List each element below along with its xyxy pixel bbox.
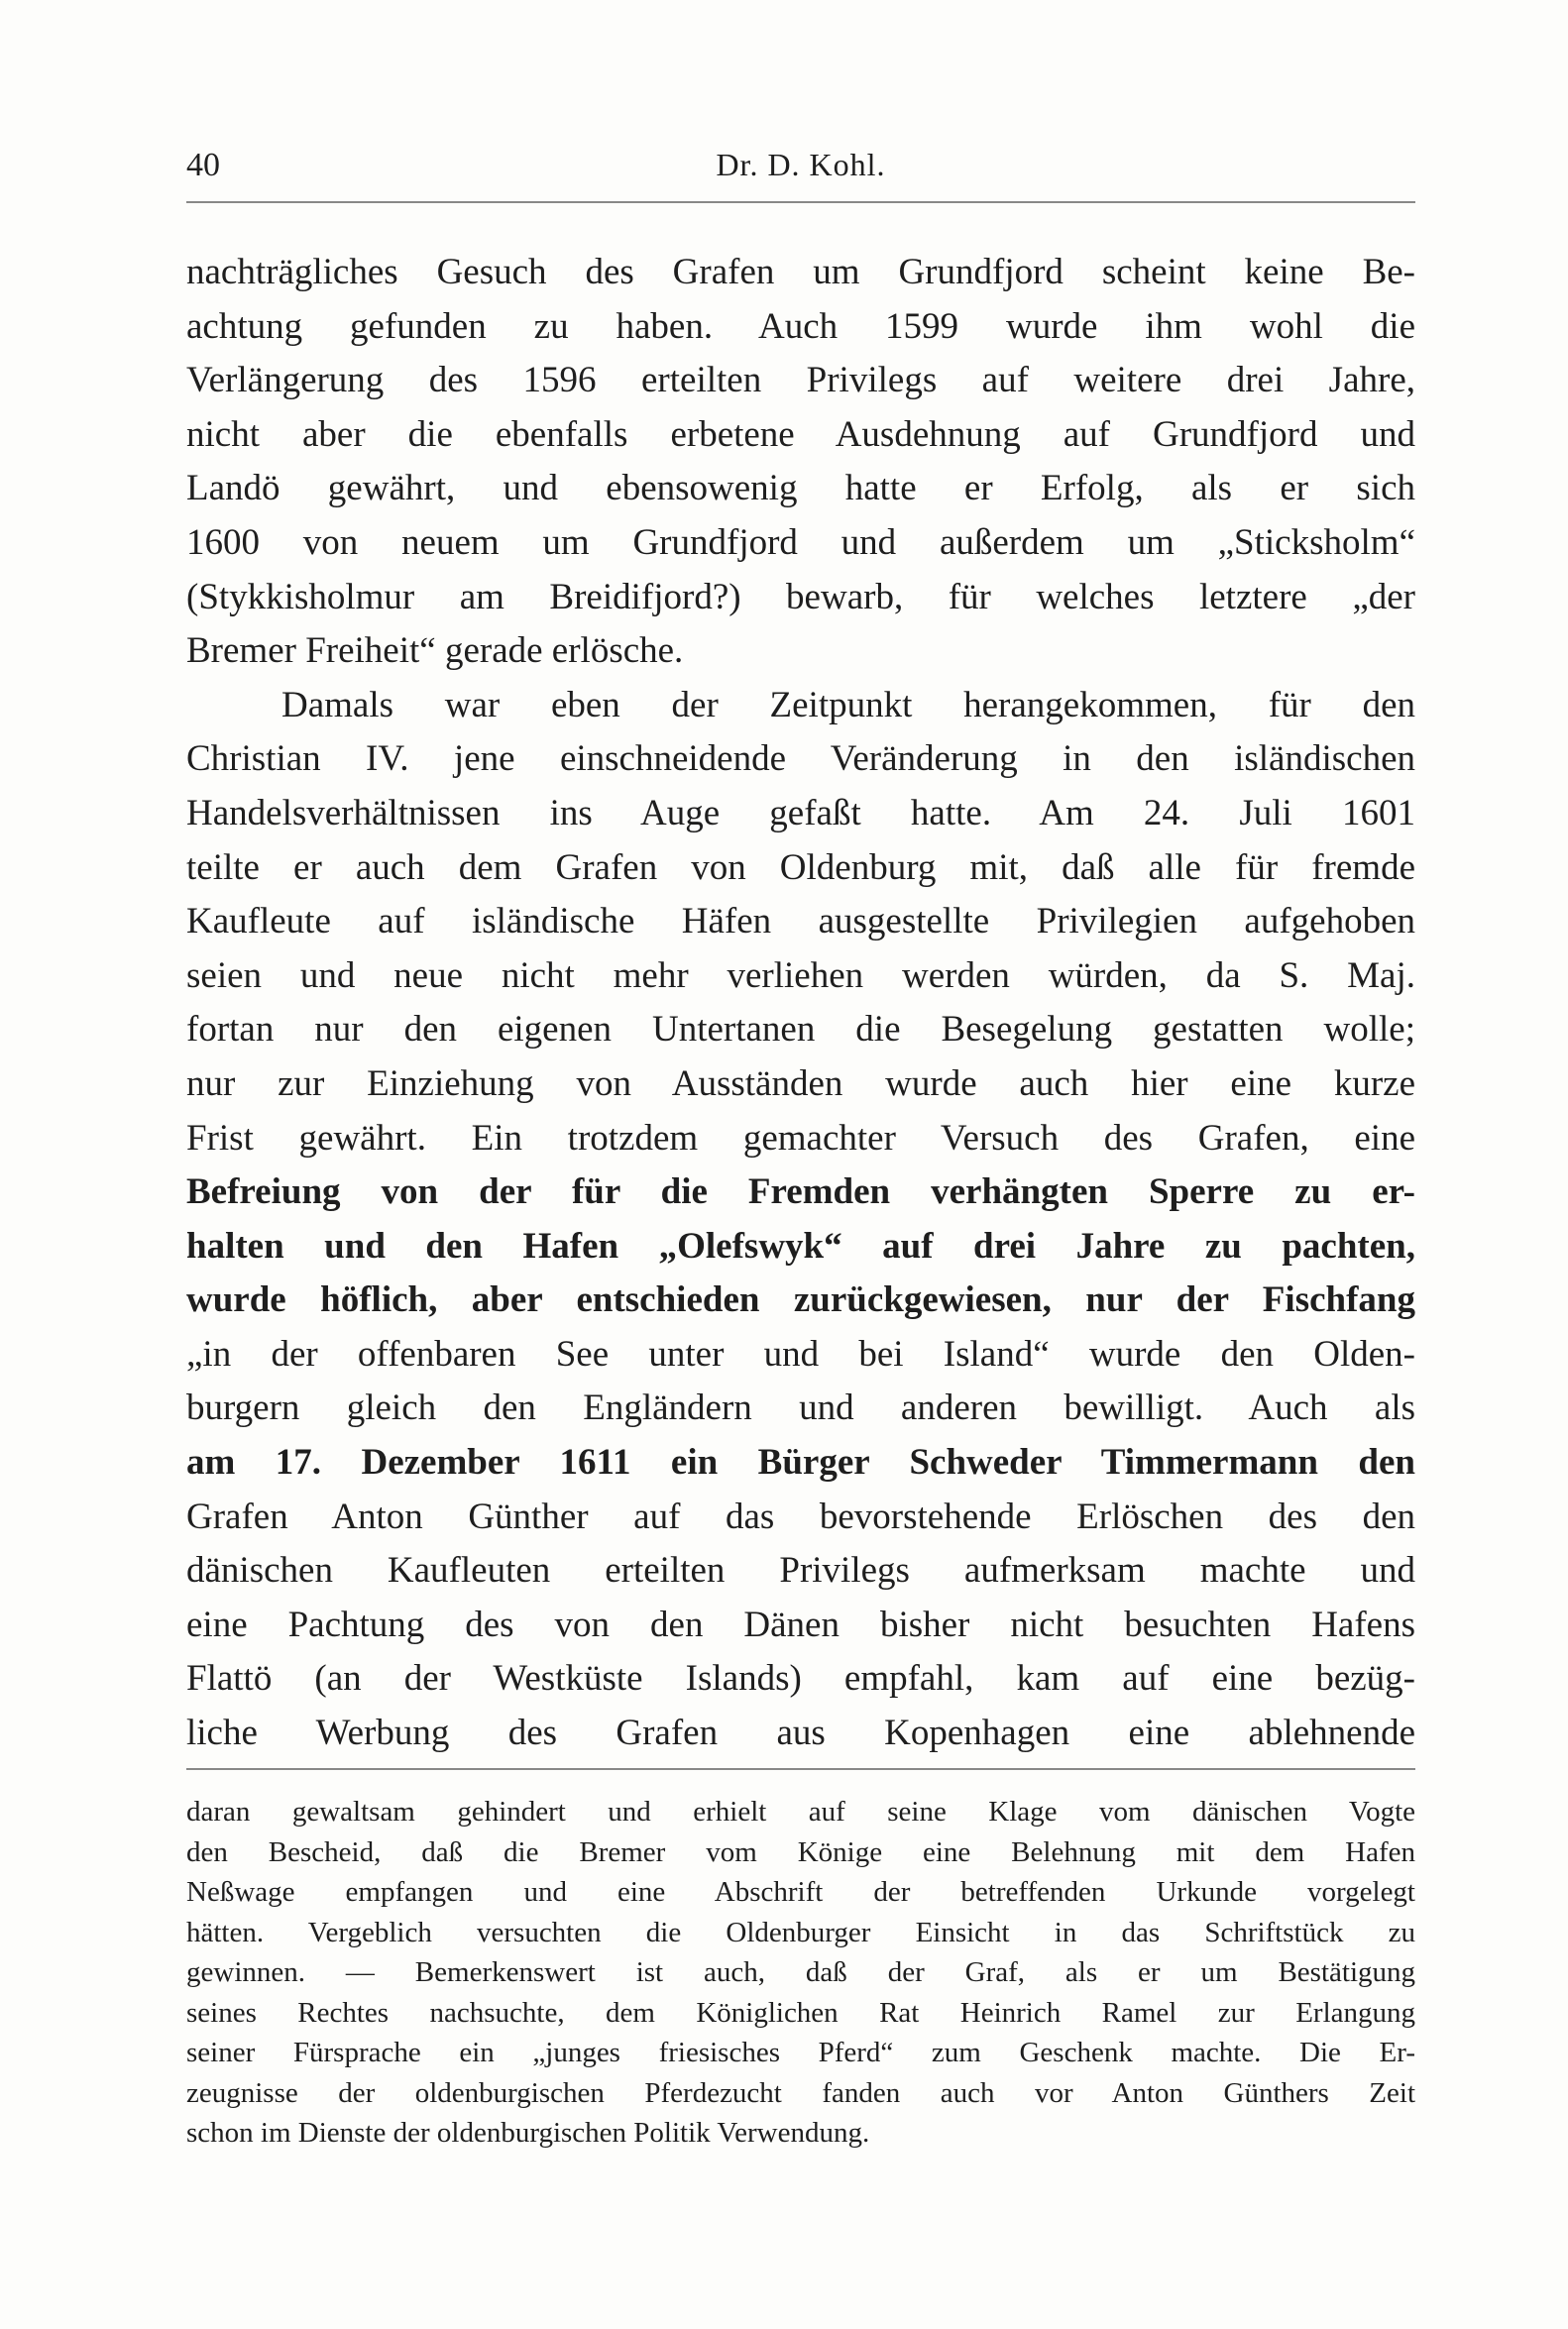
running-head: Dr. D. Kohl. xyxy=(716,147,886,182)
body-line: Kaufleute auf isländische Häfen ausgestellte Privilegien aufgehoben xyxy=(186,901,1415,943)
footnote-line: den Bescheid, daß die Bremer vom Könige eine Belehnung mit dem Hafen xyxy=(186,1835,1415,1868)
body-text xyxy=(186,246,1415,1761)
body-line: nachträgliches Gesuch des Grafen um Grundfjord scheint keine Be- xyxy=(186,252,1415,292)
page-number: 40 xyxy=(186,147,220,183)
footnote-line: schon im Dienste der oldenburgischen Politik Verwendung. xyxy=(186,2117,870,2149)
body-line: wurde höflich, aber entschieden zurückgewiesen, nur der Fischfang xyxy=(186,1279,1415,1321)
page-header xyxy=(186,147,1415,196)
body-line: Handelsverhältnissen ins Auge gefaßt hatte. Am 24. Juli 1601 xyxy=(186,792,1415,833)
body-line: burgern gleich den Engländern und anderen bewilligt. Auch als xyxy=(186,1387,1415,1429)
footnote-line: Neßwage empfangen und eine Abschrift der betreffenden Urkunde vorgelegt xyxy=(186,1876,1415,1908)
body-line: fortan nur den eigenen Untertanen die Besegelung gestatten wolle; xyxy=(186,1009,1415,1051)
footnote-line: seines Rechtes nachsuchte, dem Königlichen Rat Heinrich Ramel zur Erlangung xyxy=(186,1996,1415,2029)
footnote-rule xyxy=(186,1768,1415,1770)
body-line: achtung gefunden zu haben. Auch 1599 wurde ihm wohl die xyxy=(186,305,1415,347)
body-line: „in der offenbaren See unter und bei Island“ wurde den Olden- xyxy=(186,1333,1415,1375)
body-line: nur zur Einziehung von Ausständen wurde auch hier eine kurze xyxy=(186,1062,1415,1104)
body-line: Bremer Freiheit“ gerade erlösche. xyxy=(186,630,684,672)
body-line: liche Werbung des Grafen aus Kopenhagen eine ablehnende xyxy=(186,1713,1415,1754)
footnote-line: daran gewaltsam gehindert und erhielt auf seine Klage vom dänischen Vogte xyxy=(186,1796,1415,1828)
body-line: teilte er auch dem Grafen von Oldenburg mit, daß alle für fremde xyxy=(186,846,1415,888)
body-line: seien und neue nicht mehr verliehen werden würden, da S. Maj. xyxy=(186,954,1415,996)
footnote-line: zeugnisse der oldenburgischen Pferdezucht fanden auch vor Anton Günthers Zeit xyxy=(186,2076,1415,2109)
body-line: Damals war eben der Zeitpunkt herangekommen, für den xyxy=(281,684,1415,725)
footnote-line: hätten. Vergeblich versuchten die Oldenburger Einsicht in das Schriftstück zu xyxy=(186,1916,1415,1948)
footnote-line: seiner Fürsprache ein „junges friesisches Pferd“ zum Geschenk machte. Die Er- xyxy=(186,2037,1415,2068)
body-line: Christian IV. jene einschneidende Veränderung in den isländischen xyxy=(186,738,1415,780)
body-line: Grafen Anton Günther auf das bevorstehende Erlöschen des den xyxy=(186,1496,1415,1537)
body-line: 1600 von neuem um Grundfjord und außerdem um „Sticksholm“ xyxy=(186,521,1415,563)
body-line: Befreiung von der für die Fremden verhängten Sperre zu er- xyxy=(186,1171,1415,1213)
body-line: halten und den Hafen „Olefswyk“ auf drei Jahre zu pachten, xyxy=(186,1225,1415,1267)
body-line: (Stykkisholmur am Breidifjord?) bewarb, für welches letztere „der xyxy=(186,576,1415,617)
body-line: nicht aber die ebenfalls erbetene Ausdehnung auf Grundfjord und xyxy=(186,413,1415,455)
footnote xyxy=(186,1792,1415,2154)
body-line: dänischen Kaufleuten erteilten Privilegs aufmerksam machte und xyxy=(186,1550,1415,1592)
body-line: Landö gewährt, und ebensowenig hatte er Erfolg, als er sich xyxy=(186,468,1415,509)
header-rule xyxy=(186,201,1415,203)
body-line: am 17. Dezember 1611 ein Bürger Schweder Timmermann den xyxy=(186,1442,1415,1484)
body-line: Verlängerung des 1596 erteilten Privilegs auf weitere drei Jahre, xyxy=(186,360,1415,401)
footnote-line: gewinnen. — Bemerkenswert ist auch, daß der Graf, als er um Bestätigung xyxy=(186,1956,1415,1988)
body-line: Frist gewährt. Ein trotzdem gemachter Versuch des Grafen, eine xyxy=(186,1117,1415,1159)
body-line: eine Pachtung des von den Dänen bisher nicht besuchten Hafens xyxy=(186,1604,1415,1645)
body-line: Flattö (an der Westküste Islands) empfahl, kam auf eine bezüg- xyxy=(186,1658,1415,1700)
